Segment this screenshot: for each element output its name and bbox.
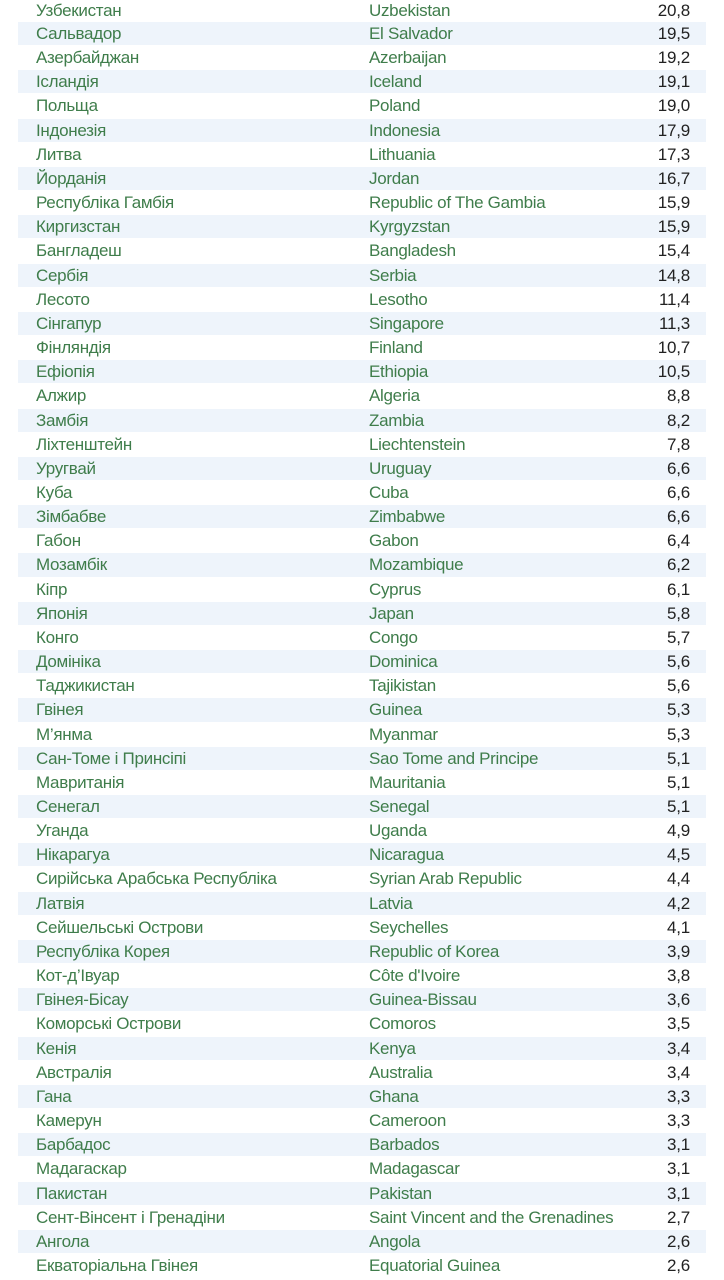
country-name-english: Equatorial Guinea: [369, 1255, 500, 1275]
country-name-ukrainian: Литва: [36, 144, 82, 164]
country-value: 15,9: [657, 217, 690, 237]
country-name-ukrainian: Сент-Вінсент і Гренадіни: [36, 1207, 225, 1227]
table-row: [18, 1085, 706, 1109]
country-name-ukrainian: Мадагаскар: [36, 1159, 127, 1179]
country-name-ukrainian: Мавританія: [36, 772, 125, 792]
country-value: 14,8: [657, 265, 690, 285]
country-name-ukrainian: Зімбабве: [36, 507, 106, 527]
table-row: [18, 771, 706, 795]
country-name-english: Japan: [369, 603, 414, 623]
country-name-english: Indonesia: [369, 120, 441, 140]
country-value: 11,3: [658, 313, 690, 333]
country-name-ukrainian: Кот-д’Івуар: [36, 966, 120, 986]
country-name-english: Congo: [369, 627, 418, 647]
country-name-english: Sao Tome and Principe: [369, 748, 539, 768]
country-name-ukrainian: Сінгапур: [36, 313, 102, 333]
country-name-english: Ghana: [369, 1086, 419, 1106]
country-name-ukrainian: Кенія: [36, 1038, 77, 1058]
table-row: [18, 626, 706, 650]
country-name-english: Syrian Arab Republic: [369, 869, 522, 889]
table-row: [18, 1206, 706, 1230]
country-name-english: Jordan: [369, 168, 420, 188]
country-name-ukrainian: Гвінея-Бісау: [36, 990, 129, 1010]
country-value: 19,2: [657, 48, 690, 68]
country-name-english: Gabon: [369, 531, 419, 551]
country-name-ukrainian: Конго: [36, 627, 79, 647]
country-name-ukrainian: Камерун: [36, 1111, 102, 1131]
table-row: [18, 22, 706, 46]
country-value: 6,4: [666, 531, 690, 551]
country-name-english: Republic of The Gambia: [369, 193, 546, 213]
table-row: [18, 843, 706, 867]
country-name-ukrainian: Азербайджан: [36, 48, 139, 68]
table-row: [18, 46, 706, 70]
country-name-ukrainian: Таджикистан: [36, 676, 135, 696]
table-row: [18, 674, 706, 698]
country-name-ukrainian: Сирійська Арабська Республіка: [36, 869, 277, 889]
country-name-english: Mozambique: [369, 555, 464, 575]
country-name-english: Barbados: [369, 1135, 440, 1155]
country-value: 3,1: [666, 1159, 690, 1179]
country-value: 8,2: [666, 410, 690, 430]
country-value: 5,6: [666, 652, 690, 672]
country-name-english: Cuba: [369, 482, 409, 502]
table-row: [18, 940, 706, 964]
country-name-ukrainian: Мозамбік: [36, 555, 107, 575]
country-value: 7,8: [666, 434, 690, 454]
country-table: [18, 0, 706, 1278]
country-name-ukrainian: Киргизстан: [36, 217, 121, 237]
country-value: 10,7: [657, 338, 690, 358]
country-name-english: Kenya: [369, 1038, 416, 1058]
country-value: 5,3: [666, 700, 690, 720]
country-value: 6,6: [666, 507, 690, 527]
country-value: 5,1: [666, 797, 690, 816]
country-name-ukrainian: Нікарагуа: [36, 845, 110, 865]
country-value: 3,5: [666, 1014, 690, 1034]
country-value: 10,5: [657, 362, 690, 382]
country-name-english: Angola: [369, 1231, 421, 1251]
table-row: [18, 529, 706, 553]
country-name-english: Kyrgyzstan: [369, 217, 451, 237]
country-value: 19,5: [657, 24, 690, 43]
table-row: [18, 1061, 706, 1085]
table-row: [18, 1037, 706, 1061]
country-name-english: El Salvador: [369, 24, 453, 43]
country-value: 3,1: [666, 1183, 690, 1203]
country-name-english: Mauritania: [369, 772, 446, 792]
table-row: [18, 119, 706, 143]
country-value: 3,9: [666, 941, 690, 961]
country-name-english: Bangladesh: [369, 241, 456, 261]
table-row: [18, 867, 706, 891]
country-name-ukrainian: Республіка Корея: [36, 941, 170, 961]
table-row: [18, 650, 706, 674]
country-name-ukrainian: Алжир: [36, 386, 87, 406]
country-name-english: Republic of Korea: [369, 941, 500, 961]
country-value: 4,4: [666, 869, 690, 889]
country-name-ukrainian: Лесото: [36, 289, 90, 309]
country-name-english: Poland: [369, 96, 421, 116]
country-name-ukrainian: Ліхтенштейн: [36, 434, 132, 454]
country-value: 4,1: [666, 917, 690, 937]
country-name-english: Finland: [369, 338, 423, 358]
country-name-english: Côte d'Ivoire: [369, 966, 461, 986]
table-row: [18, 1133, 706, 1157]
country-name-english: Singapore: [369, 313, 444, 333]
table-row: [18, 457, 706, 481]
country-name-ukrainian: Уганда: [36, 821, 89, 841]
country-name-english: Ethiopia: [369, 362, 429, 382]
country-name-ukrainian: Барбадос: [36, 1135, 111, 1155]
country-name-english: Liechtenstein: [369, 434, 466, 454]
table-row: [18, 0, 706, 22]
country-name-english: Azerbaijan: [369, 48, 447, 68]
country-value: 5,1: [666, 748, 690, 768]
country-name-english: Zimbabwe: [369, 507, 446, 527]
table-row: [18, 94, 706, 118]
country-value: 3,6: [666, 990, 690, 1010]
country-name-ukrainian: Екваторіальна Гвінея: [36, 1255, 198, 1275]
country-value: 19,1: [657, 72, 690, 92]
country-value: 2,7: [666, 1207, 690, 1227]
country-name-ukrainian: Узбекистан: [36, 1, 122, 20]
country-name-english: Latvia: [369, 893, 413, 913]
country-name-ukrainian: Куба: [36, 482, 73, 502]
country-name-english: Australia: [369, 1062, 433, 1082]
country-value: 5,7: [666, 627, 690, 647]
country-value: 4,9: [666, 821, 690, 841]
country-name-ukrainian: Ефіопія: [36, 362, 95, 382]
country-name-ukrainian: Латвія: [36, 893, 85, 913]
table-row: [18, 1230, 706, 1254]
country-name-english: Algeria: [369, 386, 420, 406]
country-value: 3,4: [666, 1062, 690, 1082]
country-name-ukrainian: Індонезія: [36, 120, 107, 140]
table-row: [18, 988, 706, 1012]
table-row: [18, 578, 706, 602]
country-value: 15,4: [657, 241, 690, 261]
country-value: 6,1: [666, 579, 690, 599]
country-name-ukrainian: Йорданія: [36, 168, 107, 188]
country-name-ukrainian: Габон: [36, 531, 81, 551]
country-name-ukrainian: Сан-Томе і Принсіпі: [36, 748, 186, 768]
table-row: [18, 964, 706, 988]
country-name-ukrainian: М’янма: [36, 724, 92, 744]
country-name-ukrainian: Республіка Гамбія: [36, 193, 174, 213]
country-name-ukrainian: Ісландія: [36, 72, 99, 92]
table-row: [18, 288, 706, 312]
table-row: [18, 336, 706, 360]
country-name-ukrainian: Сальвадор: [36, 24, 122, 43]
country-name-ukrainian: Сенегал: [36, 797, 100, 816]
country-value: 5,8: [666, 603, 690, 623]
country-value: 4,5: [666, 845, 690, 865]
country-name-ukrainian: Замбія: [36, 410, 89, 430]
country-name-english: Seychelles: [369, 917, 449, 937]
table-row: [18, 191, 706, 215]
country-value: 6,6: [666, 482, 690, 502]
country-value: 19,0: [657, 96, 690, 116]
country-name-english: Pakistan: [369, 1183, 432, 1203]
country-name-english: Guinea: [369, 700, 423, 720]
country-name-ukrainian: Бангладеш: [36, 241, 122, 261]
country-name-ukrainian: Фінляндія: [36, 338, 111, 358]
table-row: [18, 1012, 706, 1036]
country-name-ukrainian: Уругвай: [36, 458, 96, 478]
table-row: [18, 1182, 706, 1206]
country-name-english: Dominica: [369, 652, 438, 672]
country-name-ukrainian: Сербія: [36, 265, 89, 285]
table-row: [18, 143, 706, 167]
table-row: [18, 916, 706, 940]
table-row: [18, 312, 706, 336]
country-name-ukrainian: Гвінея: [36, 700, 84, 720]
country-name-english: Comoros: [369, 1014, 436, 1034]
table-row: [18, 481, 706, 505]
country-name-english: Cameroon: [369, 1111, 446, 1131]
table-row: [18, 553, 706, 577]
country-name-english: Serbia: [369, 265, 417, 285]
table-row: [18, 723, 706, 747]
country-value: 3,3: [666, 1111, 690, 1131]
country-name-english: Uganda: [369, 821, 427, 841]
country-name-ukrainian: Кіпр: [36, 579, 68, 599]
country-name-english: Uruguay: [369, 458, 432, 478]
country-value: 3,3: [666, 1086, 690, 1106]
country-name-ukrainian: Японія: [36, 603, 88, 623]
country-value: 17,3: [657, 144, 690, 164]
country-value: 5,3: [666, 724, 690, 744]
country-name-english: Senegal: [369, 797, 430, 816]
country-name-english: Guinea-Bissau: [369, 990, 477, 1010]
table-row: [18, 1157, 706, 1181]
country-name-english: Zambia: [369, 410, 424, 430]
country-name-english: Cyprus: [369, 579, 422, 599]
country-value: 16,7: [657, 168, 690, 188]
country-name-english: Myanmar: [369, 724, 438, 744]
country-name-english: Iceland: [369, 72, 422, 92]
country-name-ukrainian: Сейшельські Острови: [36, 917, 204, 937]
country-name-ukrainian: Гана: [36, 1086, 72, 1106]
country-value: 8,8: [666, 386, 690, 406]
country-name-english: Nicaragua: [369, 845, 444, 865]
country-value: 5,1: [666, 772, 690, 792]
country-name-ukrainian: Пакистан: [36, 1183, 108, 1203]
country-value: 6,6: [666, 458, 690, 478]
table-row: [18, 70, 706, 94]
table-row: [18, 215, 706, 239]
country-name-english: Saint Vincent and the Grenadines: [369, 1207, 614, 1227]
country-name-ukrainian: Коморські Острови: [36, 1014, 182, 1034]
country-name-ukrainian: Домініка: [36, 652, 101, 672]
table-row: [18, 747, 706, 771]
country-name-english: Lithuania: [369, 144, 436, 164]
table-row: [18, 167, 706, 191]
country-value: 20,8: [657, 1, 690, 20]
country-name-english: Lesotho: [369, 289, 428, 309]
country-name-ukrainian: Ангола: [36, 1231, 90, 1251]
country-value: 2,6: [666, 1255, 690, 1275]
table-row: [18, 602, 706, 626]
table-row: [18, 819, 706, 843]
table-row: [18, 433, 706, 457]
country-value: 4,2: [666, 893, 690, 913]
table-row: [18, 892, 706, 916]
country-value: 17,9: [657, 120, 690, 140]
table-row: [18, 360, 706, 384]
table-row: [18, 409, 706, 433]
country-name-ukrainian: Австралія: [36, 1062, 112, 1082]
country-value: 2,6: [666, 1231, 690, 1251]
country-value: 6,2: [666, 555, 690, 575]
country-value: 3,4: [666, 1038, 690, 1058]
country-name-english: Uzbekistan: [369, 1, 451, 20]
country-name-english: Madagascar: [369, 1159, 460, 1179]
table-row: [18, 795, 706, 819]
table-row: [18, 1109, 706, 1133]
country-value: 3,8: [666, 966, 690, 986]
country-value: 11,4: [658, 289, 690, 309]
table-row: [18, 384, 706, 408]
country-name-english: Tajikistan: [369, 676, 436, 696]
country-name-ukrainian: Польща: [36, 96, 98, 116]
country-value: 5,6: [666, 676, 690, 696]
country-value: 15,9: [657, 193, 690, 213]
country-value: 3,1: [666, 1135, 690, 1155]
table-row: [18, 505, 706, 529]
table-row: [18, 698, 706, 722]
table-row: [18, 264, 706, 288]
table-row: [18, 239, 706, 263]
table-row: [18, 1254, 706, 1278]
